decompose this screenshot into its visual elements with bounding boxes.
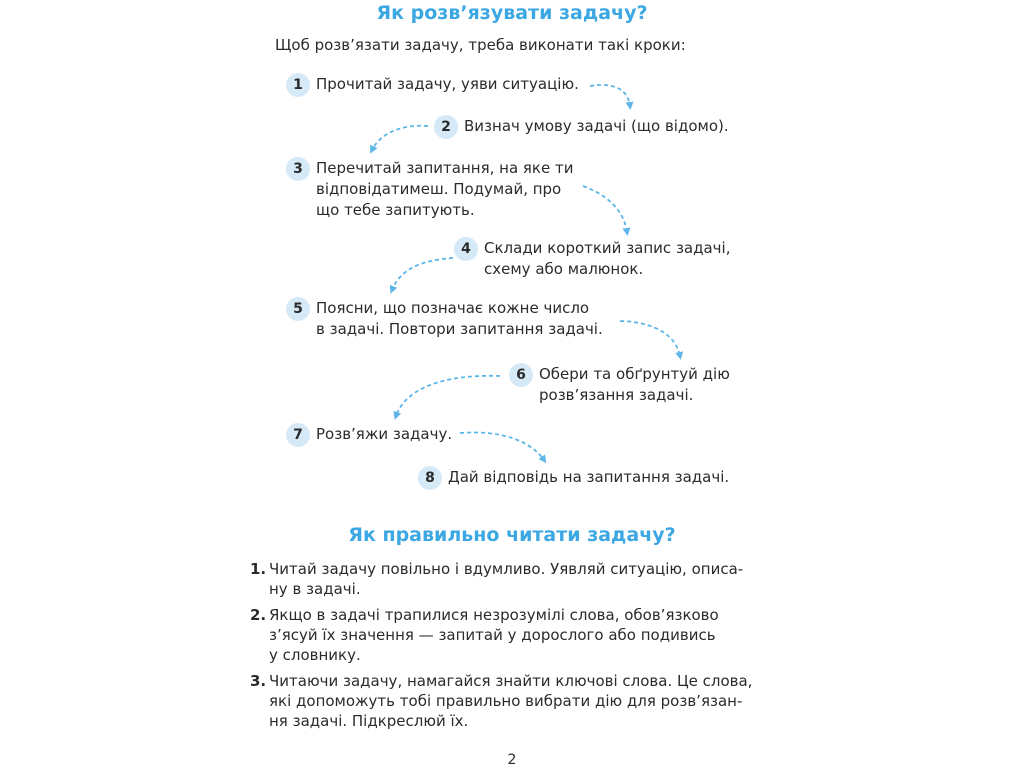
step-number-badge: 8	[418, 466, 442, 490]
rule-number: 1.	[250, 560, 267, 578]
step-number-badge: 2	[434, 115, 458, 139]
step-3	[286, 158, 573, 221]
step-text: Розв’яжи задачу.	[316, 425, 453, 443]
rule-text: Читай задачу повільно і вдумливо. Уявляй ситуацію, описа- ну в задачі.	[269, 560, 744, 598]
rule-number: 3.	[250, 672, 267, 690]
rule-text: Читаючи задачу, намагайся знайти ключові слова. Це слова, які допоможуть тобі правильно вибрати дію для розв’язан- ня задачі. Підкреслюй їх.	[269, 672, 753, 730]
step-2	[434, 116, 729, 139]
rule-number: 2.	[250, 606, 267, 624]
rule-item	[250, 559, 772, 599]
arrow-7-8	[460, 432, 544, 460]
heading-how-to-read: Як правильно читати задачу?	[348, 524, 676, 546]
arrow-4-5	[392, 258, 453, 290]
step-text: Дай відповідь на запитання задачі.	[448, 468, 730, 486]
step-text: Обери та обґрунтуй дію розв’язання задачі.	[539, 365, 730, 404]
step-text: Перечитай запитання, на яке ти відповідатимеш. Подумай, про що тебе запитують.	[316, 159, 574, 219]
step-text: Склади короткий запис задачі, схему або малюнок.	[484, 239, 731, 278]
step-text: Прочитай задачу, уяви ситуацію.	[316, 75, 579, 93]
step-number-badge: 1	[286, 73, 310, 97]
rule-item	[250, 605, 772, 665]
step-6	[509, 364, 730, 406]
rule-item	[250, 671, 772, 731]
step-text: Визнач умову задачі (що відомо).	[464, 117, 729, 135]
step-5	[286, 298, 603, 340]
step-text: Поясни, що позначає кожне число в задачі. Повтори запитання задачі.	[316, 299, 603, 338]
arrow-3-4	[583, 186, 627, 232]
arrow-2-3	[372, 126, 428, 150]
step-number-badge: 6	[509, 363, 533, 387]
arrow-5-6	[620, 321, 680, 356]
step-1	[286, 74, 579, 97]
step-number-badge: 5	[286, 297, 310, 321]
step-7	[286, 424, 452, 447]
reading-rules-list	[250, 559, 772, 737]
step-number-badge: 3	[286, 157, 310, 181]
step-number-badge: 4	[454, 237, 478, 261]
page-number: 2	[507, 752, 517, 768]
heading-how-to-solve: Як розв’язувати задачу?	[376, 2, 648, 24]
rule-text: Якщо в задачі трапилися незрозумілі слова, обов’язково з’ясуй їх значення — запитай у дорослого або подивись у словнику.	[269, 606, 719, 664]
step-4	[454, 238, 730, 280]
step-8	[418, 467, 729, 490]
arrow-6-7	[396, 376, 500, 416]
intro-text: Щоб розв’язати задачу, треба виконати такі кроки:	[275, 36, 686, 54]
arrow-1-2	[590, 85, 630, 106]
step-number-badge: 7	[286, 423, 310, 447]
